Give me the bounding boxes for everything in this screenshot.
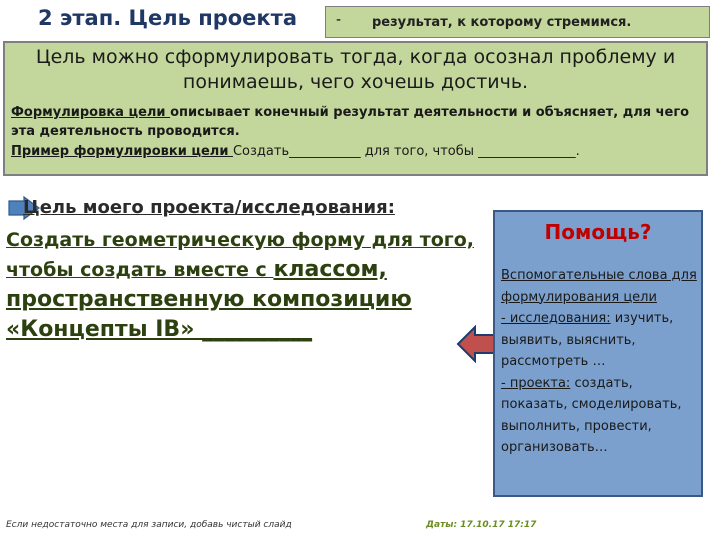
footer-note: Если недостаточно места для записи, добавь чистый слайд [6, 520, 292, 530]
goal-definition-box [3, 41, 708, 176]
result-box [325, 6, 710, 38]
goal-formulation-label: Формулировка цели [11, 105, 171, 120]
result-dash: - [336, 12, 342, 28]
help-heading: Вспомогательные слова для формулирования цели [501, 268, 697, 305]
goal-label: Цель моего проекта/исследования: [23, 197, 395, 218]
goal-example-text [11, 142, 706, 161]
goal-formulation-description: описывает конечный результат деятельности и объясняет, для чего эта деятельность проводится. [11, 105, 690, 139]
goal-formulation-text [11, 103, 706, 141]
result-text: результат, к которому стремимся. [372, 15, 632, 30]
help-title: Помощь? [544, 220, 652, 244]
goal-line-2b: классом, [273, 257, 387, 282]
goal-statement [6, 225, 486, 345]
help-panel [493, 210, 703, 497]
help-project-words: создать, показать, смоделировать, выполнить, провести, организовать… [501, 375, 682, 455]
help-research-words: изучить, выявить, выяснить, рассмотреть … [501, 311, 674, 369]
goal-line-2a: чтобы создать вместе с [6, 259, 274, 281]
help-research-label: - исследования: [501, 311, 611, 326]
slide-title: 2 этап. Цель проекта [38, 6, 298, 30]
goal-line-3: пространственную композицию [6, 287, 412, 312]
goal-definition-heading: Цель можно сформулировать тогда, когда осознал проблему и понимаешь, чего хочешь достичь. [35, 46, 676, 93]
help-body [501, 265, 701, 459]
footer-date: Даты: 17.10.17 17:17 [426, 520, 537, 530]
goal-line-1: Создать геометрическую форму для того, [6, 229, 474, 251]
help-project-label: - проекта: [501, 375, 571, 391]
goal-example-template: Создать___________ для того, чтобы _______________. [232, 144, 580, 159]
goal-example-label: Пример формулировки цели [11, 144, 233, 159]
goal-line-4: «Концепты IB» __________ [6, 317, 313, 342]
